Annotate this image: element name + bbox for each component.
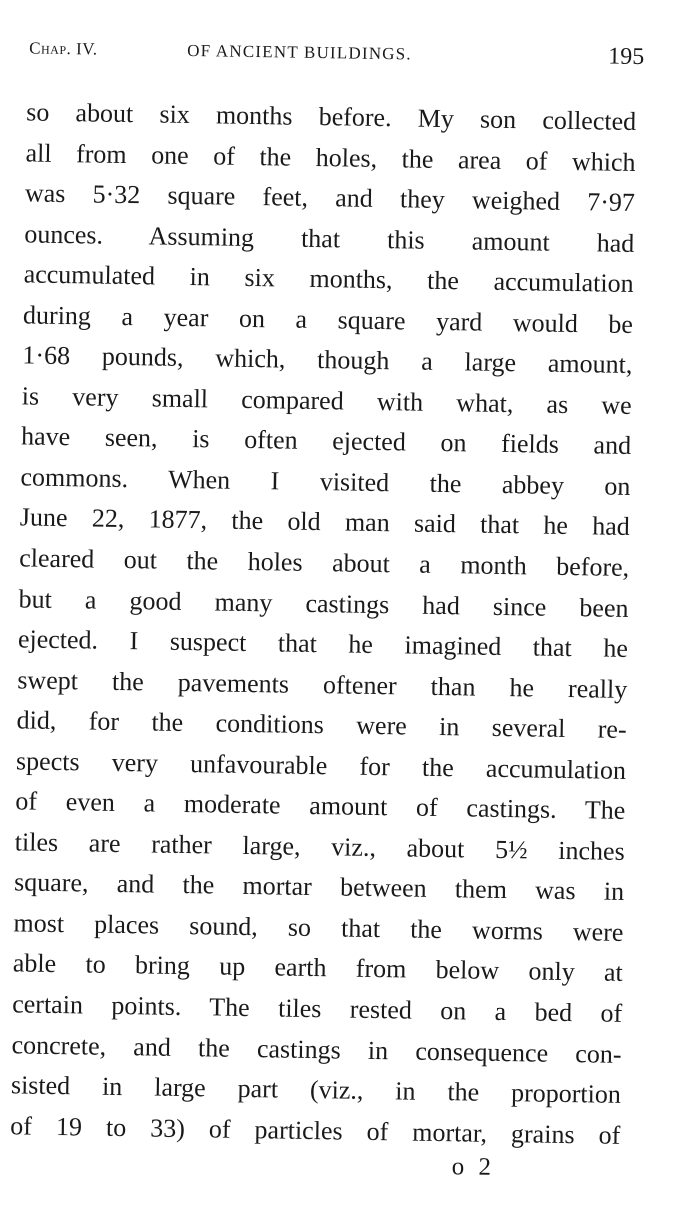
text-line: spects very unfavourable for the accumulation [15,746,627,785]
text-line: June 22, 1877, the old man said that he had [19,502,631,542]
text-line: commons. When I visited the abbey on [20,462,631,501]
page-number: 195 [607,43,645,71]
text-line: cleared out the holes about a month before, [19,543,630,582]
text-line: is very small compared with what, as we [21,381,632,420]
text-line: ejected. I suspect that he imagined that he [17,624,629,664]
text-line: during a year on a square yard would be [22,300,634,339]
signature-mark: o 2 [451,1153,496,1181]
text-line: was 5·32 square feet, and they weighed 7·97 [24,178,636,218]
text-line: all from one of the holes, the area of which [25,137,636,177]
text-line: swept the pavements oftener than he really [17,665,628,704]
chapter-label: Chap. IV. [29,38,98,59]
text-line: but a good many castings had since been [18,583,629,623]
text-line: accumulated in six months, the accumulation [23,259,634,299]
text-line: sisted in large part (viz., in the proportion [10,1070,622,1110]
text-line: ounces. Assuming that this amount had [24,219,635,258]
running-title: OF ANCIENT BUILDINGS. [187,40,413,64]
text-line: square, and the mortar between them was in [13,867,625,907]
text-line: have seen, is often ejected on fields and [20,421,632,461]
running-head [29,34,644,78]
text-line: did, for the conditions were in several re- [16,705,627,745]
text-line: tiles are rather large, viz., about 5½ inches [14,827,625,866]
text-line: certain points. The tiles rested on a bed of [12,989,623,1028]
text-line: able to bring up earth from below only at [12,948,624,988]
text-line: most places sound, so that the worms were [13,908,624,947]
text-line: so about six months before. My son collected [26,97,637,137]
text-line: concrete, and the castings in consequence con- [11,1029,622,1069]
text-line: of even a moderate amount of castings. The [15,786,626,826]
body-text [10,92,636,1156]
text-line: 1·68 pounds, which, though a large amount, [22,340,633,380]
text-line: of 19 to 33) of particles of mortar, grains of [10,1110,621,1150]
